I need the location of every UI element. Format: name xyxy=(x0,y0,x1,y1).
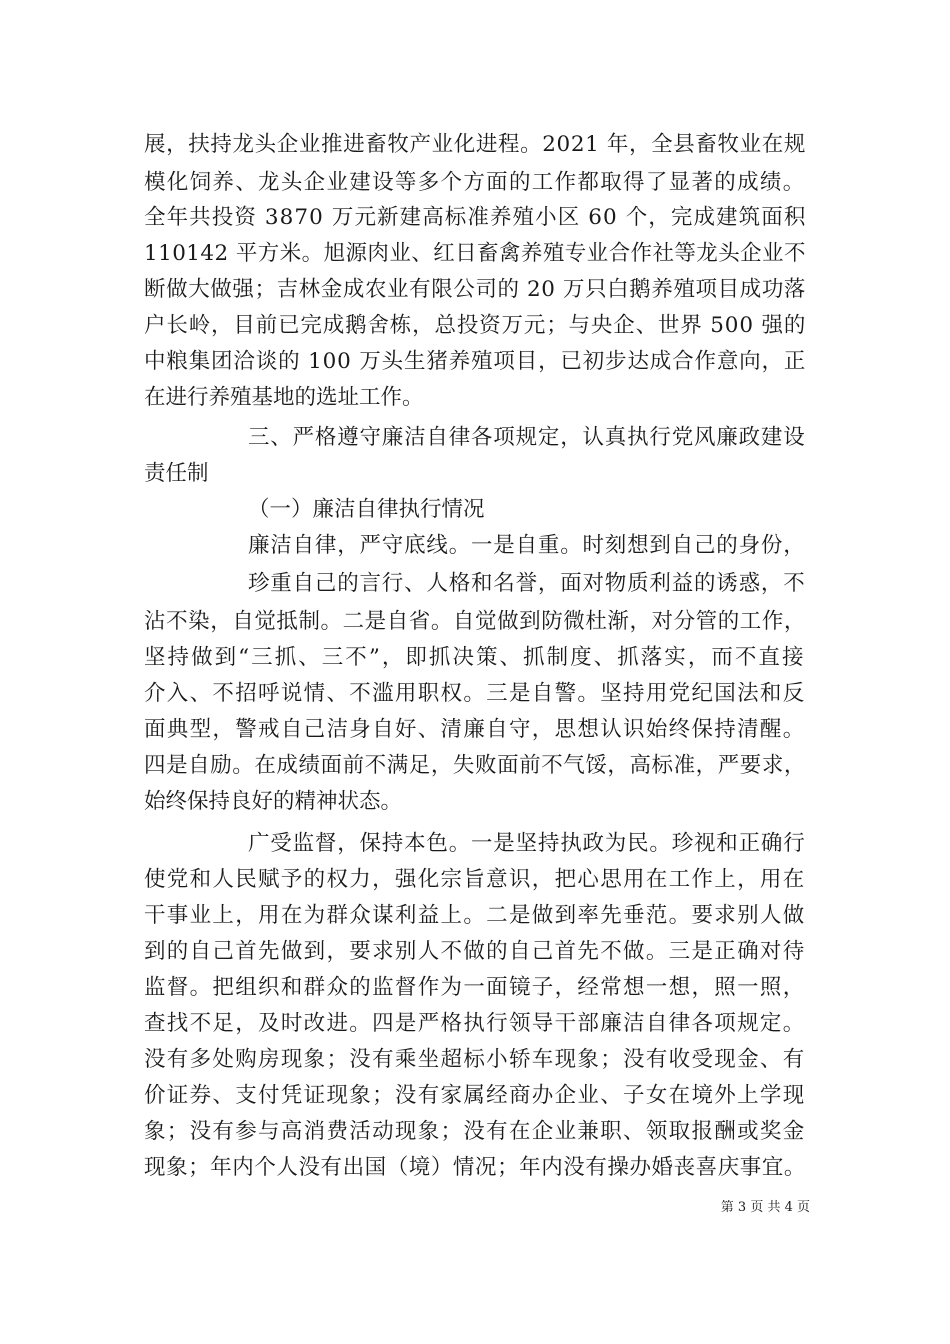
text-line: 在进行养殖基地的选址工作。 xyxy=(144,385,424,410)
text-line: 使党和人民赋予的权力，强化宗旨意识，把心思用在工作上，用在 xyxy=(144,867,806,892)
text-line: 价证券、支付凭证现象；没有家属经商办企业、子女在境外上学现 xyxy=(144,1083,806,1108)
text-line: 全年共投资 3870 万元新建高标准养殖小区 60 个，完成建筑面积 xyxy=(144,205,807,230)
text-line: 三、严格遵守廉洁自律各项规定，认真执行党风廉政建设 xyxy=(248,425,806,450)
text-line: 面典型，警戒自己洁身自好、清廉自守，思想认识始终保持清醒。 xyxy=(144,717,806,742)
text-line: 珍重自己的言行、人格和名誉，面对物质利益的诱惑，不 xyxy=(248,571,806,596)
text-line: 象；没有参与高消费活动现象；没有在企业兼职、领取报酬或奖金 xyxy=(144,1119,806,1144)
text-line: 展，扶持龙头企业推进畜牧产业化进程。2021 年，全县畜牧业在规 xyxy=(144,132,807,157)
text-line: 监督。把组织和群众的监督作为一面镜子，经常想一想，照一照， xyxy=(144,975,806,1000)
text-line: 廉洁自律，严守底线。一是自重。时刻想到自己的身份， xyxy=(248,533,806,558)
text-line: 没有多处购房现象；没有乘坐超标小轿车现象；没有收受现金、有 xyxy=(144,1047,806,1072)
text-line: 介入、不招呼说情、不滥用职权。三是自警。坚持用党纪国法和反 xyxy=(144,681,806,706)
text-line: 户长岭，目前已完成鹅舍栋，总投资万元；与央企、世界 500 强的 xyxy=(144,313,807,338)
text-line: 到的自己首先做到，要求别人不做的自己首先不做。三是正确对待 xyxy=(144,939,806,964)
text-line: 查找不足，及时改进。四是严格执行领导干部廉洁自律各项规定。 xyxy=(144,1011,806,1036)
text-line: （一）廉洁自律执行情况 xyxy=(248,497,485,522)
text-line: 110142 平方米。旭源肉业、红日畜禽养殖专业合作社等龙头企业不 xyxy=(144,241,806,266)
text-line: 坚持做到“三抓、三不”，即抓决策、抓制度、抓落实，而不直接 xyxy=(144,645,806,670)
text-line: 沾不染，自觉抵制。二是自省。自觉做到防微杜渐，对分管的工作， xyxy=(144,609,807,634)
page-footer: 第 3 页 共 4 页 xyxy=(720,1200,810,1215)
text-line: 干事业上，用在为群众谋利益上。二是做到率先垂范。要求别人做 xyxy=(144,903,806,928)
text-line: 四是自励。在成绩面前不满足，失败面前不气馁，高标准，严要求， xyxy=(144,753,807,778)
text-line: 中粮集团洽谈的 100 万头生猪养殖项目，已初步达成合作意向，正 xyxy=(144,349,807,374)
text-line: 责任制 xyxy=(144,461,209,486)
text-line: 断做大做强；吉林金成农业有限公司的 20 万只白鹅养殖项目成功落 xyxy=(144,277,807,302)
text-line: 现象；年内个人没有出国（境）情况；年内没有操办婚丧喜庆事宜。 xyxy=(144,1155,807,1180)
text-line: 始终保持良好的精神状态。 xyxy=(144,789,403,814)
text-line: 模化饲养、龙头企业建设等多个方面的工作都取得了显著的成绩。 xyxy=(144,170,806,195)
text-line: 广受监督，保持本色。一是坚持执政为民。珍视和正确行 xyxy=(248,831,806,856)
